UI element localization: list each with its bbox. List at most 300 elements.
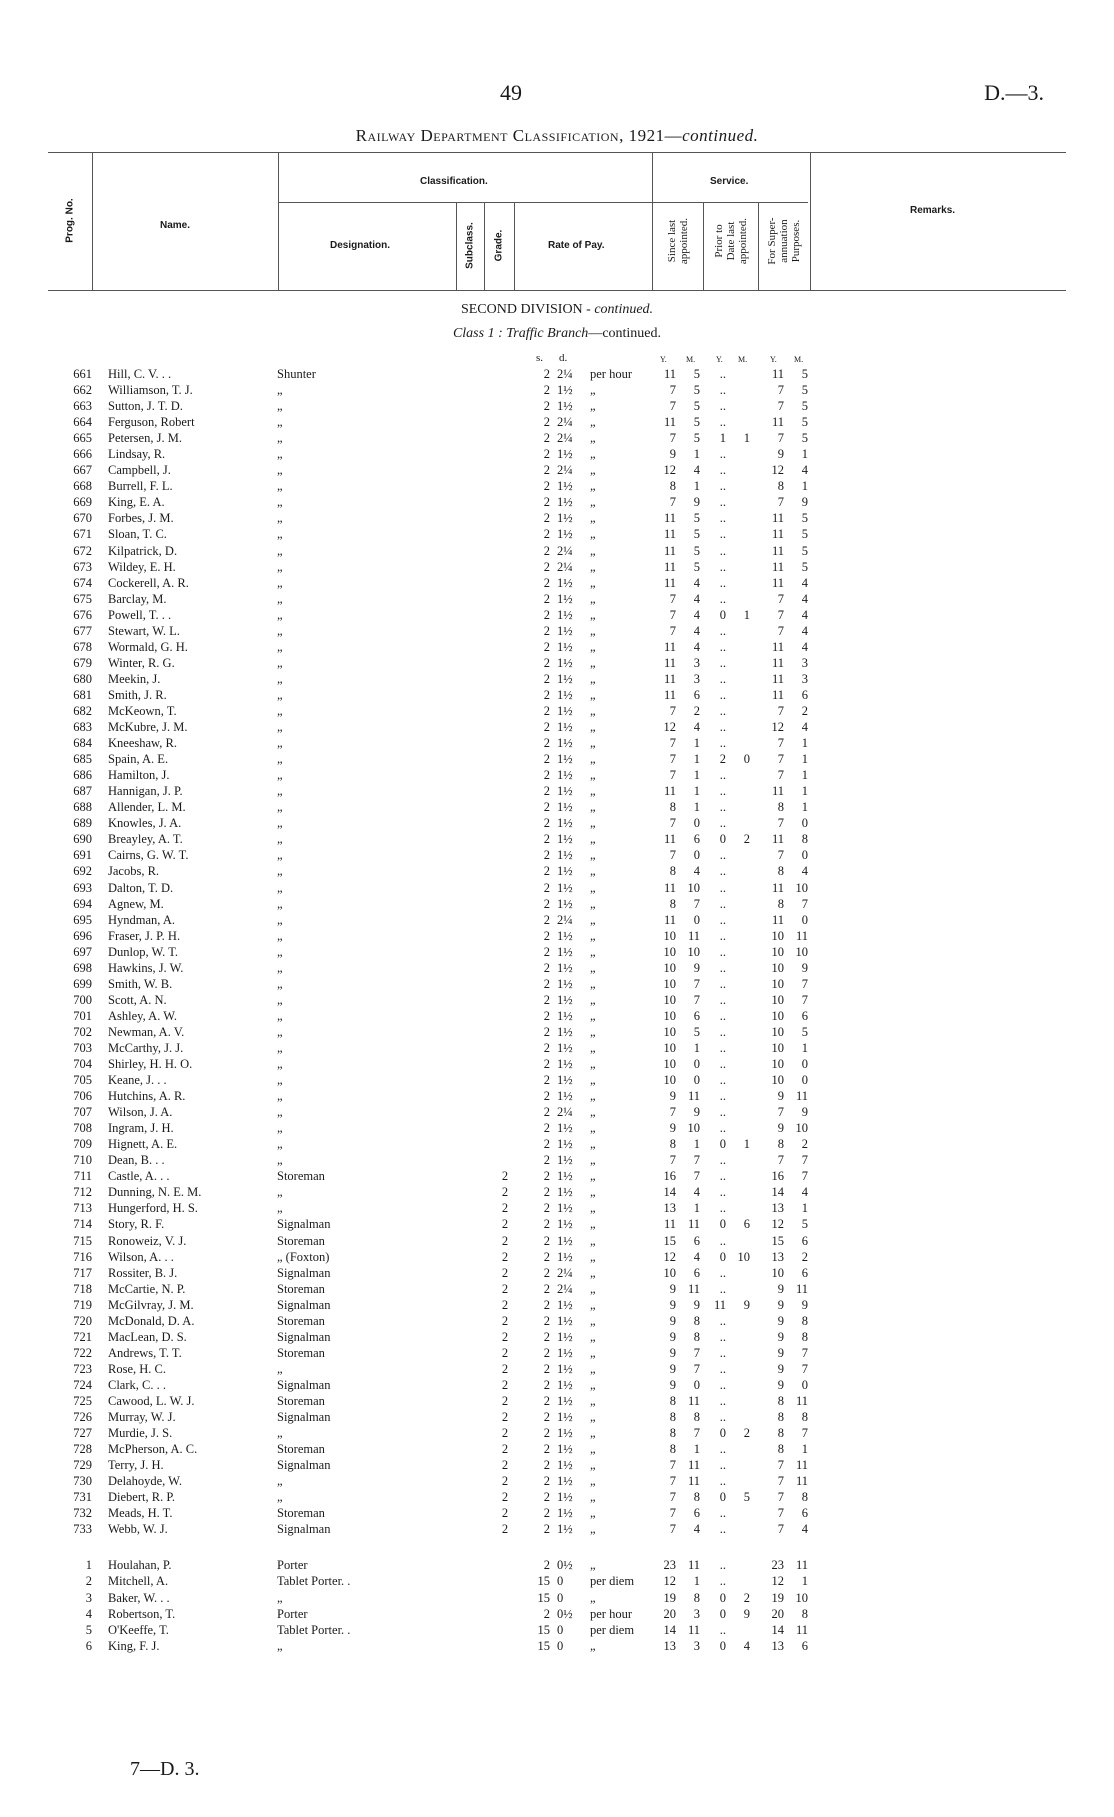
cell-unit: „	[590, 671, 596, 686]
table-row	[0, 398, 1114, 414]
cell-fm: 2	[801, 703, 808, 718]
page-title: Railway Department Classification, 1921—continued.	[355, 126, 759, 145]
rule	[810, 152, 811, 290]
cell-no: 679	[73, 655, 92, 670]
cell-des: „	[277, 1638, 283, 1653]
rule	[703, 202, 704, 290]
cell-py: ..	[719, 816, 726, 831]
cell-no: 661	[73, 367, 92, 381]
cell-sm: 0	[693, 816, 700, 831]
cell-sy: 7	[669, 399, 676, 414]
cell-no: 668	[73, 479, 92, 494]
cell-no: 694	[73, 896, 92, 911]
cell-sm: 5	[693, 399, 700, 414]
cell-py: ..	[719, 623, 726, 638]
cell-d: 1½	[557, 1458, 573, 1473]
cell-sm: 7	[693, 1361, 700, 1376]
cell-no: 715	[73, 1233, 92, 1248]
cell-name: Forbes, J. M.	[108, 511, 174, 526]
cell-sy: 7	[669, 768, 676, 783]
cell-sm: 6	[693, 1506, 700, 1521]
cell-sy: 9	[669, 1281, 676, 1296]
cell-name: Hyndman, A.	[108, 912, 176, 927]
cell-s: 15	[537, 1574, 550, 1589]
cell-des: „	[277, 703, 283, 718]
cell-s: 2	[543, 1506, 550, 1521]
cell-name: Spain, A. E.	[108, 752, 169, 767]
cell-des: „	[277, 527, 283, 542]
cell-sy: 8	[669, 1410, 676, 1425]
cell-fy: 7	[777, 1458, 784, 1473]
cell-unit: „	[590, 1089, 596, 1104]
cell-sm: 4	[693, 1249, 700, 1264]
cell-s: 2	[543, 848, 550, 863]
cell-fy: 12	[771, 1217, 784, 1232]
unit-months: M.	[686, 355, 696, 364]
cell-name: Murdie, J. S.	[108, 1426, 173, 1441]
cell-s: 2	[543, 832, 550, 847]
cell-des: Storeman	[277, 1169, 325, 1184]
cell-sm: 5	[693, 383, 700, 398]
cell-des: Signalman	[277, 1217, 331, 1232]
cell-des: „	[277, 896, 283, 911]
cell-fm: 0	[801, 912, 808, 927]
table-row	[0, 1573, 1114, 1589]
cell-fm: 0	[801, 1073, 808, 1088]
cell-py: ..	[719, 1008, 726, 1023]
cell-sy: 13	[663, 1638, 676, 1653]
cell-no: 729	[73, 1458, 92, 1473]
cell-no: 673	[73, 559, 92, 574]
cell-sm: 4	[693, 639, 700, 654]
cell-name: Campbell, J.	[108, 463, 171, 478]
rule	[278, 152, 279, 290]
cell-fy: 10	[771, 1024, 784, 1039]
cell-grade: 2	[501, 1201, 509, 1216]
cell-fy: 7	[777, 623, 784, 638]
cell-fy: 10	[771, 944, 784, 959]
cell-sy: 8	[669, 800, 676, 815]
cell-fy: 7	[777, 848, 784, 863]
cell-fy: 9	[777, 1377, 784, 1392]
cell-sm: 3	[693, 1606, 700, 1621]
table-row	[0, 494, 1114, 510]
cell-sm: 5	[693, 543, 700, 558]
table-row	[0, 1329, 1114, 1345]
table-row	[0, 1249, 1114, 1265]
cell-name: McGilvray, J. M.	[108, 1297, 194, 1312]
cell-fm: 10	[795, 944, 808, 959]
cell-fm: 3	[801, 671, 808, 686]
cell-d: 2¼	[557, 912, 573, 927]
cell-sy: 11	[663, 559, 676, 574]
cell-grade: 2	[501, 1185, 509, 1200]
cell-unit: „	[590, 1233, 596, 1248]
cell-d: 1½	[557, 816, 573, 831]
cell-sm: 4	[693, 607, 700, 622]
table-row	[0, 1281, 1114, 1297]
cell-no: 674	[73, 575, 92, 590]
cell-unit: „	[590, 639, 596, 654]
cell-sm: 4	[693, 575, 700, 590]
cell-s: 2	[543, 784, 550, 799]
cell-des: Signalman	[277, 1377, 331, 1392]
table-row	[0, 1345, 1114, 1361]
cell-unit: „	[590, 1522, 596, 1537]
cell-des: „	[277, 575, 283, 590]
cell-fm: 1	[801, 736, 808, 751]
table-row	[0, 1393, 1114, 1409]
cell-fy: 10	[771, 992, 784, 1007]
cell-unit: „	[590, 1185, 596, 1200]
cell-unit: „	[590, 816, 596, 831]
header-top-rule	[48, 152, 1066, 153]
cell-fy: 10	[771, 928, 784, 943]
cell-unit: „	[590, 1506, 596, 1521]
table-row	[0, 1216, 1114, 1232]
cell-name: Baker, W. . .	[108, 1590, 170, 1605]
cell-no: 706	[73, 1089, 92, 1104]
cell-py: ..	[719, 1345, 726, 1360]
cell-py: ..	[719, 768, 726, 783]
cell-no: 691	[73, 848, 92, 863]
cell-d: 1½	[557, 1394, 573, 1408]
cell-sy: 12	[663, 720, 676, 735]
cell-d: 1½	[557, 1073, 573, 1088]
cell-fm: 1	[801, 752, 808, 767]
cell-des: „	[277, 1426, 283, 1441]
cell-sm: 1	[693, 479, 700, 494]
cell-no: 698	[73, 960, 92, 975]
cell-sm: 10	[687, 944, 700, 959]
cell-des: „	[277, 912, 283, 927]
cell-s: 2	[543, 1394, 550, 1408]
cell-name: Dalton, T. D.	[108, 880, 174, 895]
cell-no: 683	[73, 720, 92, 735]
table-row	[0, 478, 1114, 494]
cell-name: Lindsay, R.	[108, 447, 166, 462]
cell-fm: 5	[801, 543, 808, 558]
cell-des: „ (Foxton)	[277, 1249, 330, 1264]
cell-fy: 11	[771, 415, 784, 430]
document-reference: D.—3.	[984, 80, 1044, 105]
cell-s: 2	[543, 1313, 550, 1328]
cell-pm: 0	[743, 752, 750, 767]
table-row	[0, 735, 1114, 751]
cell-fy: 11	[771, 784, 784, 799]
cell-d: 1½	[557, 1008, 573, 1023]
cell-unit: „	[590, 960, 596, 975]
table-row	[0, 703, 1114, 719]
cell-fy: 8	[777, 864, 784, 879]
cell-sy: 10	[663, 944, 676, 959]
cell-d: 2¼	[557, 1105, 573, 1120]
cell-sy: 7	[669, 591, 676, 606]
cell-name: Castle, A. . .	[108, 1169, 170, 1184]
cell-unit: „	[590, 511, 596, 526]
cell-sm: 7	[693, 1426, 700, 1441]
cell-d: 1½	[557, 1490, 573, 1505]
cell-s: 2	[543, 1297, 550, 1312]
page-number: 49	[500, 80, 522, 105]
cell-d: 1½	[557, 864, 573, 879]
cell-sm: 7	[693, 896, 700, 911]
cell-fm: 6	[801, 1265, 808, 1280]
cell-name: Dunning, N. E. M.	[108, 1185, 202, 1200]
cell-py: ..	[719, 1558, 726, 1573]
cell-unit: „	[590, 1377, 596, 1392]
table-row	[0, 944, 1114, 960]
cell-s: 2	[543, 1606, 550, 1621]
cell-d: 1½	[557, 447, 573, 462]
cell-sm: 0	[693, 1377, 700, 1392]
cell-fm: 3	[801, 655, 808, 670]
cell-name: Cockerell, A. R.	[108, 575, 189, 590]
cell-sy: 8	[669, 1137, 676, 1152]
cell-fm: 9	[801, 1297, 808, 1312]
cell-no: 672	[73, 543, 92, 558]
cell-fm: 4	[801, 575, 808, 590]
cell-sy: 7	[669, 1474, 676, 1489]
division-label: SECOND DIVISION	[460, 302, 583, 317]
cell-des: „	[277, 591, 283, 606]
cell-d: 1½	[557, 575, 573, 590]
cell-py: ..	[719, 1281, 726, 1296]
cell-no: 4	[85, 1606, 92, 1621]
cell-py: ..	[719, 1474, 726, 1489]
cell-d: 1½	[557, 752, 573, 767]
cell-unit: „	[590, 880, 596, 895]
cell-unit: per diem	[590, 1622, 635, 1637]
cell-fm: 7	[801, 896, 808, 911]
cell-fm: 1	[801, 768, 808, 783]
cell-no: 690	[73, 832, 92, 847]
table-row	[0, 559, 1114, 575]
table-row	[0, 526, 1114, 542]
cell-no: 689	[73, 816, 92, 831]
cell-fy: 9	[777, 447, 784, 462]
cell-py: ..	[719, 976, 726, 991]
cell-d: 2¼	[557, 415, 573, 430]
cell-name: Breayley, A. T.	[108, 832, 183, 847]
cell-fy: 11	[771, 367, 784, 381]
cell-sy: 7	[669, 623, 676, 638]
cell-no: 713	[73, 1201, 92, 1216]
unit-years: Y.	[660, 355, 667, 364]
cell-name: Newman, A. V.	[108, 1024, 185, 1039]
cell-d: 1½	[557, 687, 573, 702]
cell-name: Dean, B. . .	[108, 1153, 165, 1168]
cell-no: 692	[73, 864, 92, 879]
cell-name: Wilson, A. . .	[108, 1249, 174, 1264]
cell-name: Fraser, J. P. H.	[108, 928, 181, 943]
cell-s: 2	[543, 607, 550, 622]
table-row	[0, 639, 1114, 655]
cell-sm: 1	[693, 1574, 700, 1589]
cell-no: 700	[73, 992, 92, 1007]
cell-unit: „	[590, 1426, 596, 1441]
cell-py: ..	[719, 880, 726, 895]
cell-name: Wormald, G. H.	[108, 639, 188, 654]
cell-fy: 10	[771, 1073, 784, 1088]
cell-py: ..	[719, 559, 726, 574]
cell-sm: 8	[693, 1410, 700, 1425]
cell-name: Kilpatrick, D.	[108, 543, 178, 558]
rule	[514, 202, 515, 290]
cell-name: Wilson, J. A.	[108, 1105, 173, 1120]
cell-unit: „	[590, 1073, 596, 1088]
cell-des: „	[277, 687, 283, 702]
cell-des: Storeman	[277, 1233, 325, 1248]
cell-sm: 5	[693, 367, 700, 381]
cell-des: Signalman	[277, 1297, 331, 1312]
cell-name: Powell, T. . .	[108, 607, 172, 622]
cell-des: Signalman	[277, 1410, 331, 1425]
cell-sy: 7	[669, 431, 676, 446]
title-main: Railway Department Classification, 1921	[355, 126, 665, 145]
table-row	[0, 815, 1114, 831]
cell-grade: 2	[501, 1394, 509, 1408]
cell-fy: 9	[777, 1361, 784, 1376]
cell-fm: 4	[801, 607, 808, 622]
cell-d: 1½	[557, 1329, 573, 1344]
cell-fm: 8	[801, 1606, 808, 1621]
cell-py: ..	[719, 1522, 726, 1537]
cell-no: 733	[73, 1522, 92, 1537]
cell-fy: 7	[777, 1506, 784, 1521]
col-since-last: Since last appointed.	[666, 217, 690, 265]
cell-s: 2	[543, 559, 550, 574]
cell-sm: 5	[693, 431, 700, 446]
cell-sm: 4	[693, 720, 700, 735]
cell-s: 2	[543, 720, 550, 735]
cell-des: „	[277, 928, 283, 943]
table-row	[0, 1361, 1114, 1377]
cell-unit: „	[590, 1442, 596, 1457]
cell-no: 685	[73, 752, 92, 767]
cell-sm: 11	[687, 1458, 700, 1473]
cell-d: 1½	[557, 960, 573, 975]
cell-grade: 2	[501, 1506, 509, 1521]
cell-name: Ronoweiz, V. J.	[108, 1233, 187, 1248]
cell-fm: 4	[801, 1522, 808, 1537]
cell-d: 2¼	[557, 1265, 573, 1280]
cell-s: 2	[543, 816, 550, 831]
cell-sm: 7	[693, 1169, 700, 1184]
cell-sm: 9	[693, 495, 700, 510]
cell-py: 11	[713, 1297, 726, 1312]
cell-grade: 2	[501, 1297, 509, 1312]
table-row	[0, 1489, 1114, 1505]
cell-sy: 8	[669, 864, 676, 879]
cell-grade: 2	[501, 1442, 509, 1457]
cell-des: „	[277, 1121, 283, 1136]
cell-fy: 11	[771, 880, 784, 895]
cell-py: ..	[719, 1057, 726, 1072]
cell-pm: 6	[743, 1217, 750, 1232]
cell-fy: 13	[771, 1249, 784, 1264]
cell-unit: „	[590, 1105, 596, 1120]
cell-py: ..	[719, 383, 726, 398]
cell-d: 1½	[557, 671, 573, 686]
cell-py: ..	[719, 944, 726, 959]
cell-fy: 10	[771, 960, 784, 975]
cell-py: ..	[719, 703, 726, 718]
cell-fy: 9	[777, 1121, 784, 1136]
cell-fy: 7	[777, 703, 784, 718]
cell-sm: 11	[687, 1558, 700, 1573]
cell-d: 1½	[557, 800, 573, 815]
cell-unit: „	[590, 687, 596, 702]
cell-d: 1½	[557, 1137, 573, 1152]
cell-unit: „	[590, 383, 596, 398]
cell-s: 2	[543, 1121, 550, 1136]
cell-fy: 11	[771, 832, 784, 847]
cell-name: Hamilton, J.	[108, 768, 170, 783]
cell-des: „	[277, 559, 283, 574]
cell-py: ..	[719, 399, 726, 414]
cell-py: ..	[719, 671, 726, 686]
cell-s: 2	[543, 1426, 550, 1441]
cell-no: 670	[73, 511, 92, 526]
cell-unit: „	[590, 896, 596, 911]
cell-d: 1½	[557, 784, 573, 799]
cell-sy: 9	[669, 1377, 676, 1392]
cell-name: Terry, J. H.	[108, 1458, 164, 1473]
cell-name: Jacobs, R.	[108, 864, 160, 879]
cell-py: ..	[719, 1233, 726, 1248]
cell-name: Burrell, F. L.	[108, 479, 173, 494]
cell-unit: „	[590, 752, 596, 767]
cell-name: Dunlop, W. T.	[108, 944, 179, 959]
table-row	[0, 928, 1114, 944]
cell-py: ..	[719, 864, 726, 879]
cell-fy: 19	[771, 1590, 784, 1605]
cell-sm: 8	[693, 1590, 700, 1605]
cell-s: 2	[543, 960, 550, 975]
cell-d: 1½	[557, 623, 573, 638]
cell-fm: 7	[801, 1153, 808, 1168]
cell-name: King, F. J.	[108, 1638, 160, 1653]
table-row	[0, 462, 1114, 478]
cell-sy: 7	[669, 607, 676, 622]
cell-py: ..	[719, 1394, 726, 1408]
table-row	[0, 446, 1114, 462]
cell-unit: „	[590, 928, 596, 943]
cell-no: 708	[73, 1121, 92, 1136]
cell-sm: 0	[693, 1057, 700, 1072]
cell-py: ..	[719, 1024, 726, 1039]
cell-sm: 9	[693, 960, 700, 975]
cell-fm: 6	[801, 1638, 808, 1653]
cell-sy: 19	[663, 1590, 676, 1605]
table-row	[0, 1056, 1114, 1072]
cell-fy: 8	[777, 1394, 784, 1408]
cell-des: „	[277, 1590, 283, 1605]
cell-sy: 7	[669, 848, 676, 863]
cell-sm: 11	[687, 1089, 700, 1104]
cell-sy: 7	[669, 736, 676, 751]
cell-sy: 10	[663, 1008, 676, 1023]
cell-name: MacLean, D. S.	[108, 1329, 187, 1344]
cell-py: ..	[719, 992, 726, 1007]
cell-grade: 2	[501, 1410, 509, 1425]
cell-fy: 11	[771, 559, 784, 574]
cell-des: „	[277, 1105, 283, 1120]
cell-pm: 2	[743, 1590, 750, 1605]
cell-fy: 7	[777, 768, 784, 783]
cell-py: ..	[719, 1185, 726, 1200]
